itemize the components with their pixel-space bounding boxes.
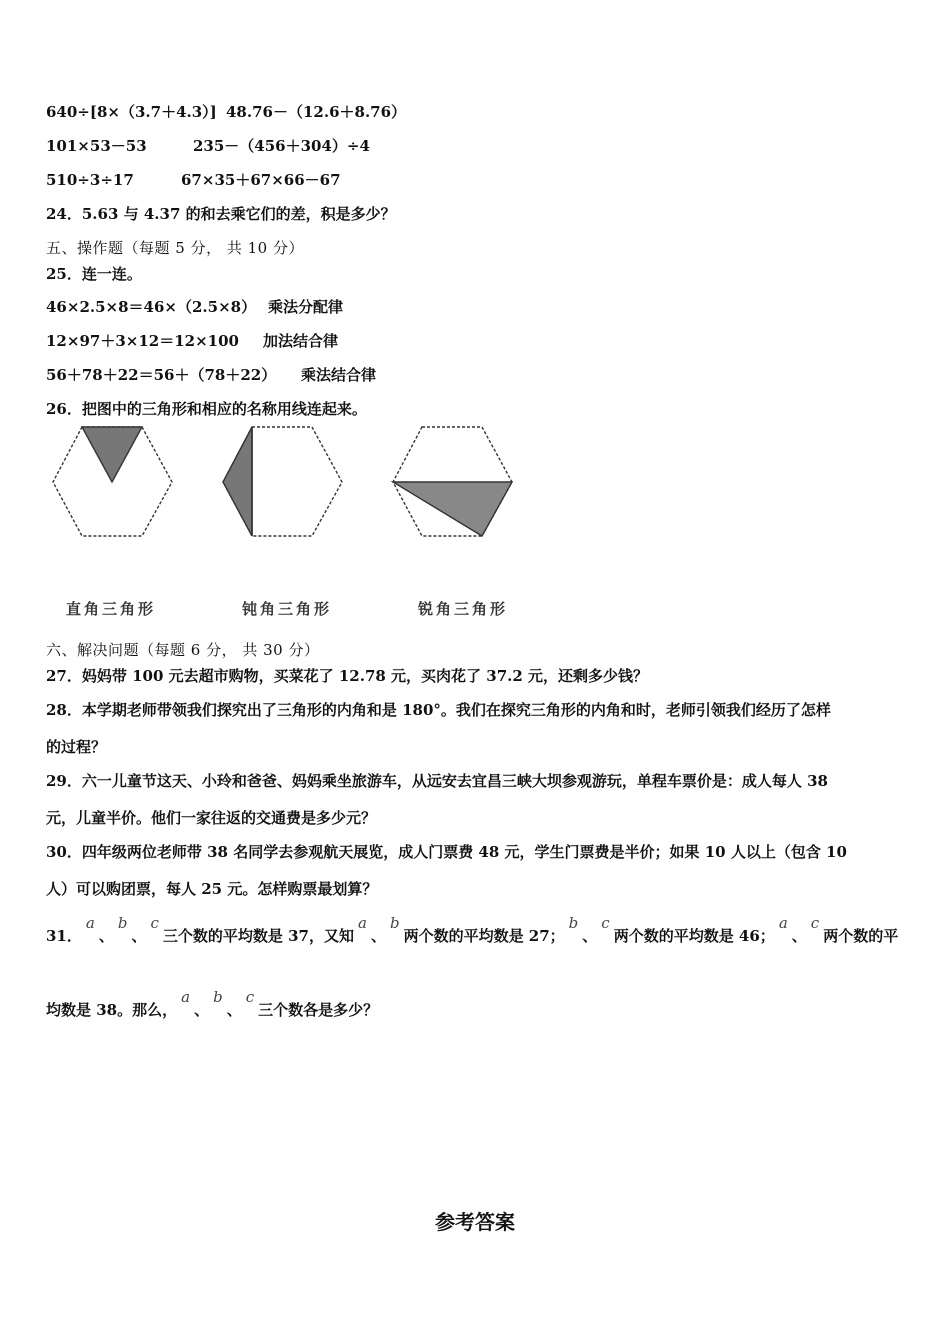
var-a: a: [357, 914, 367, 932]
question-30-line2: 人）可以购团票，每人 25 元。怎样购票最划算？: [46, 880, 378, 898]
var-c: c: [245, 988, 255, 1006]
q25-left-3: 56＋78＋22＝56＋（78＋22）: [46, 366, 277, 384]
calc-row1-right: 48.76－（12.6＋8.76）: [226, 103, 407, 121]
question-29-line1: 29．六一儿童节这天、小玲和爸爸、妈妈乘坐旅游车，从远安去宜昌三峡大坝参观游玩，单程车票价是：成人每人 38: [46, 772, 828, 790]
question-31-line1: 31．a、b、c三个数的平均数是 37，又知a、b两个数的平均数是 27；b、c两个数的平均数是 46；a、c两个数的平: [46, 914, 899, 945]
var-b: b: [389, 914, 400, 932]
q25-left-2: 12×97＋3×12＝12×100: [46, 332, 239, 350]
var-c: c: [150, 914, 159, 932]
question-27: 27．妈妈带 100 元去超市购物，买菜花了 12.78 元，买肉花了 37.2 元，还剩多少钱？: [46, 667, 649, 685]
var-b: b: [213, 988, 223, 1006]
var-a: a: [181, 988, 191, 1006]
q25-right-2: 加法结合律: [263, 332, 339, 350]
hexagon-figure-3: [390, 424, 515, 539]
var-c: c: [601, 914, 610, 932]
question-25-title: 25．连一连。: [46, 265, 142, 283]
var-a: a: [85, 914, 95, 932]
calc-row3-left: 510÷3÷17: [46, 171, 134, 189]
var-c: c: [810, 914, 820, 932]
q25-left-1: 46×2.5×8＝46×（2.5×8）: [46, 298, 257, 316]
question-29-line2: 元，儿童半价。他们一家往返的交通费是多少元？: [46, 809, 377, 827]
var-a: a: [778, 914, 788, 932]
question-31-line2: 均数是 38。那么，a、b、c三个数各是多少？: [46, 988, 379, 1019]
calc-row1-left: 640÷[8×（3.7＋4.3）]: [46, 103, 217, 121]
var-b: b: [117, 914, 128, 932]
question-24: 24．5.63 与 4.37 的和去乘它们的差，积是多少？: [46, 205, 396, 223]
hexagon-figure-2: [220, 424, 345, 539]
question-28-line1: 28．本学期老师带领我们探究出了三角形的内角和是 180°。我们在探究三角形的内角和时，老师引领我们经历了怎样: [46, 701, 831, 719]
section-6-heading: 六、解决问题（每题 6 分， 共 30 分）: [46, 641, 320, 659]
question-26-title: 26．把图中的三角形和相应的名称用线连起来。: [46, 400, 367, 418]
q31-number: 31．: [46, 927, 82, 945]
calc-row3-right: 67×35＋67×66－67: [181, 171, 341, 189]
q25-right-1: 乘法分配律: [268, 298, 344, 316]
calc-row2-left: 101×53－53: [46, 137, 147, 155]
calc-row2-right: 235－（456＋304）÷4: [193, 137, 370, 155]
var-b: b: [568, 914, 579, 932]
hexagon-figure-1: [50, 424, 175, 539]
answer-section-title: 参考答案: [435, 1210, 515, 1234]
label-obtuse-triangle: 钝角三角形: [242, 600, 333, 618]
label-acute-triangle: 锐角三角形: [418, 600, 509, 618]
section-5-heading: 五、操作题（每题 5 分， 共 10 分）: [46, 239, 304, 257]
q25-right-3: 乘法结合律: [301, 366, 377, 384]
label-right-triangle: 直角三角形: [66, 600, 157, 618]
question-30-line1: 30．四年级两位老师带 38 名同学去参观航天展览，成人门票费 48 元，学生门票费是半价；如果 10 人以上（包含 10: [46, 843, 847, 861]
question-28-line2: 的过程？: [46, 738, 107, 756]
